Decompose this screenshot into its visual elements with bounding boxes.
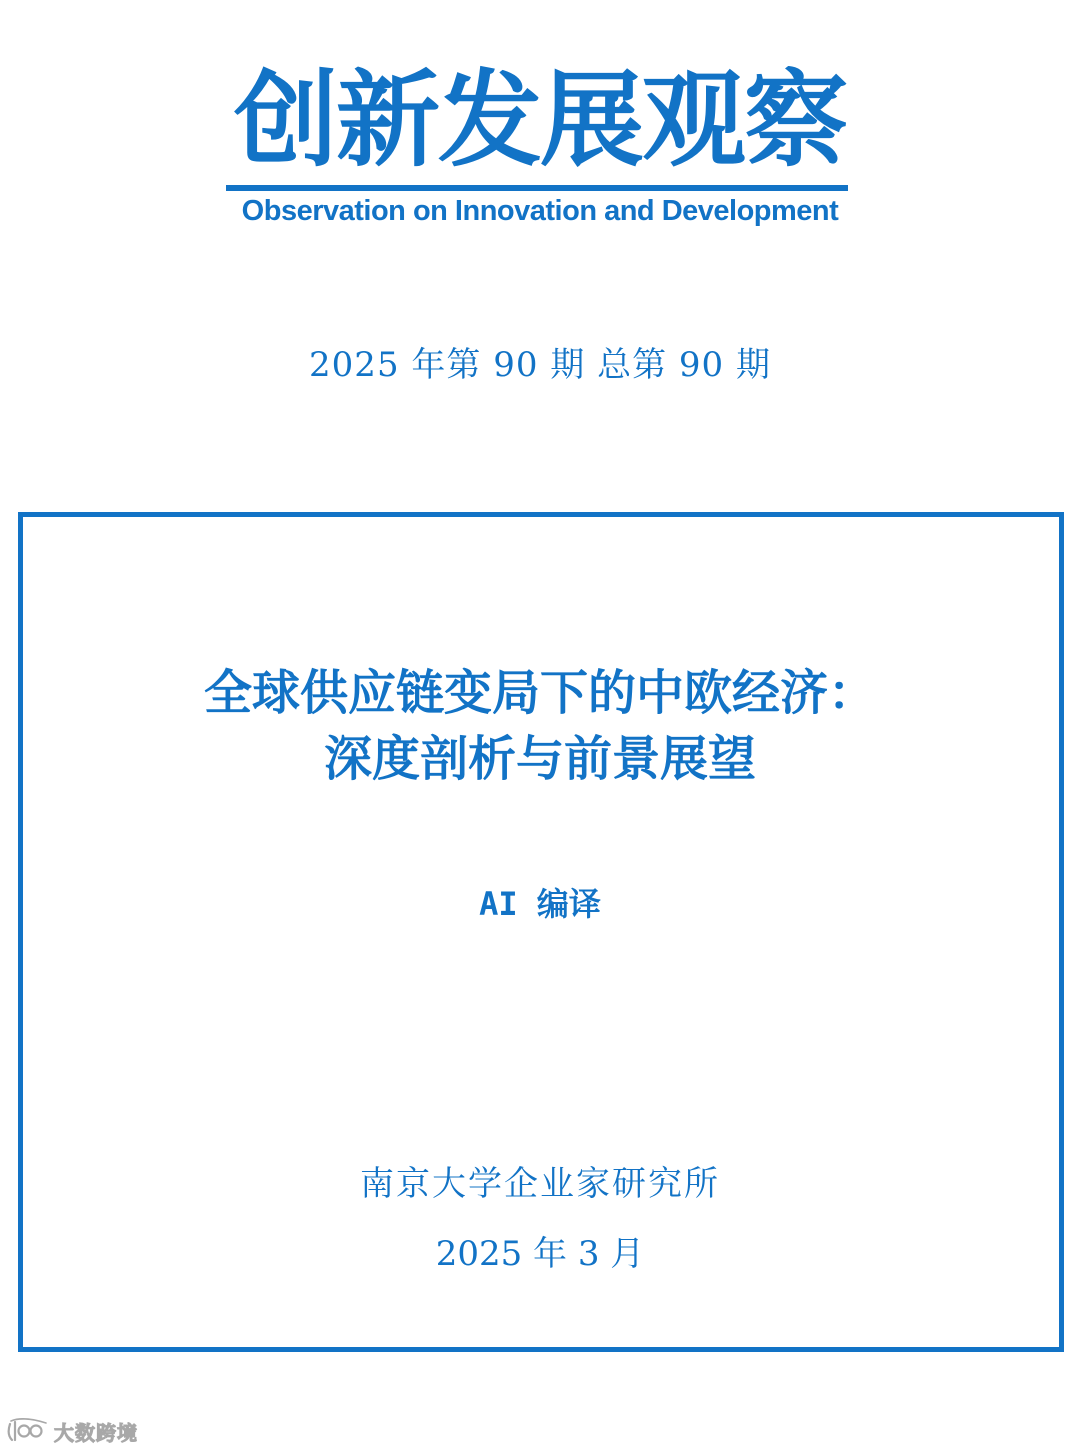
issue-number: 2025 年第 90 期 总第 90 期 <box>309 345 771 385</box>
cover-frame <box>18 512 1064 1352</box>
article-title-line-2: 深度剖析与前景展望 <box>323 731 756 787</box>
masthead-divider <box>226 185 848 191</box>
watermark <box>6 1416 138 1446</box>
masthead-subtitle: Observation on Innovation and Development <box>241 195 839 227</box>
watermark-logo-icon <box>6 1418 50 1444</box>
watermark-text: 大数跨境 <box>54 1420 138 1445</box>
article-title <box>0 660 1080 792</box>
masthead <box>0 60 1080 180</box>
article-title-line-1: 全球供应链变局下的中欧经济： <box>203 665 876 721</box>
publication-date: 2025 年 3 月 <box>435 1234 645 1274</box>
publisher-institution: 南京大学企业家研究所 <box>360 1164 720 1204</box>
byline: AI 编译 <box>479 885 601 923</box>
masthead-title: 创新发展观察 <box>233 59 846 181</box>
